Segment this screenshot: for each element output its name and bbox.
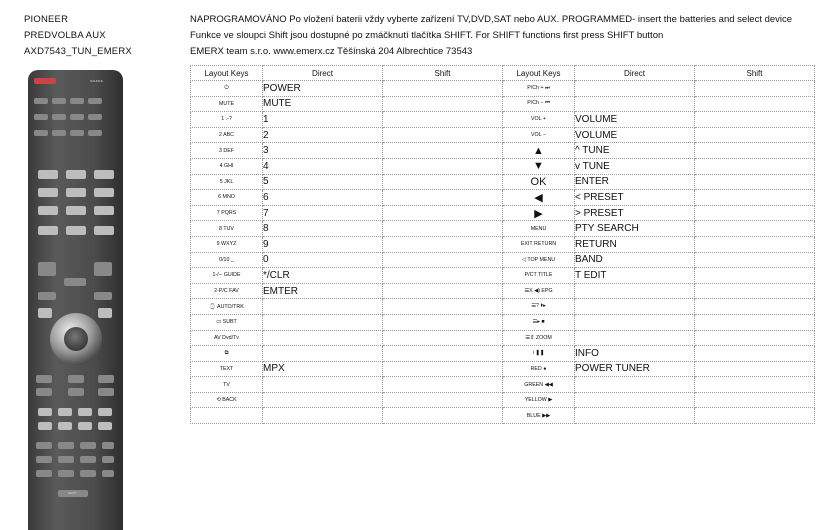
direct-cell: EMTER: [263, 283, 383, 299]
direct-cell: 7: [263, 205, 383, 221]
shift-cell: [695, 96, 815, 112]
direct-cell: [575, 283, 695, 299]
shift-cell: [383, 377, 503, 393]
direct-cell: 1: [263, 112, 383, 128]
layout-key-cell: P/Ch − ⏮: [503, 96, 575, 112]
shift-key-label: SHIFT: [68, 491, 77, 495]
direct-cell: 2: [263, 127, 383, 143]
direct-cell: 5: [263, 174, 383, 190]
layout-key-cell: 1 .-?: [191, 112, 263, 128]
layout-key-cell: TV: [191, 377, 263, 393]
shift-cell: [695, 205, 815, 221]
layout-key-cell: ▭ SUBT: [191, 314, 263, 330]
table-row: [191, 190, 815, 206]
col-layout-keys-2: Layout Keys: [503, 66, 575, 81]
layout-key-cell: 3 DEF: [191, 143, 263, 159]
layout-key-cell: ▶: [503, 205, 575, 221]
shift-cell: [383, 283, 503, 299]
direct-cell: v TUNE: [575, 158, 695, 174]
table-row: [191, 158, 815, 174]
layout-key-cell: RED ●: [503, 361, 575, 377]
layout-key-cell: 2-P/C FAV: [191, 283, 263, 299]
layout-key-cell: ▲: [503, 143, 575, 159]
table-row: [191, 268, 815, 284]
direct-cell: POWER: [263, 81, 383, 97]
table-row: [191, 236, 815, 252]
direct-cell: VOLUME: [575, 127, 695, 143]
model-label: AXD7543_TUN_EMERX: [24, 46, 132, 57]
shift-cell: [695, 236, 815, 252]
layout-key-cell: i ❚❚: [503, 346, 575, 362]
layout-key-cell: ⧉: [191, 346, 263, 362]
shift-cell: [383, 330, 503, 346]
direct-cell: [263, 346, 383, 362]
layout-key-cell: GREEN ◀◀: [503, 377, 575, 393]
direct-cell: < PRESET: [575, 190, 695, 206]
direct-cell: ENTER: [575, 174, 695, 190]
direct-cell: T EDIT: [575, 268, 695, 284]
shift-cell: [695, 408, 815, 424]
shift-cell: [695, 314, 815, 330]
power-key-icon: [34, 78, 56, 84]
shift-cell: [383, 158, 503, 174]
col-shift-2: Shift: [695, 66, 815, 81]
device-header: [24, 12, 132, 60]
layout-key-cell: BLUE ▶▶: [503, 408, 575, 424]
layout-key-cell: VOL −: [503, 127, 575, 143]
shift-cell: [383, 299, 503, 315]
layout-key-cell: ☰⇕ ZOOM: [503, 330, 575, 346]
direct-cell: [263, 330, 383, 346]
layout-key-cell: OK: [503, 174, 575, 190]
direct-cell: [575, 377, 695, 393]
col-shift: Shift: [383, 66, 503, 81]
layout-key-cell: ⟲ BACK: [191, 392, 263, 408]
direct-cell: [575, 408, 695, 424]
brand-label: PIONEER: [24, 14, 69, 25]
shift-cell: [695, 377, 815, 393]
layout-key-cell: 5 JKL: [191, 174, 263, 190]
table-row: [191, 377, 815, 393]
direct-cell: 8: [263, 221, 383, 237]
direct-cell: 6: [263, 190, 383, 206]
shift-cell: [695, 221, 815, 237]
shift-cell: [695, 252, 815, 268]
shift-cell: [383, 127, 503, 143]
direct-cell: 3: [263, 143, 383, 159]
direct-cell: */CLR: [263, 268, 383, 284]
instruction-line-3: EMERX team s.r.o. www.emerx.cz Těšínská 204 Albrechtice 73543: [190, 46, 473, 57]
layout-key-cell: 2 ABC: [191, 127, 263, 143]
layout-key-cell: YELLOW ▶: [503, 392, 575, 408]
layout-key-cell: ☰▸ ■: [503, 314, 575, 330]
shift-cell: [383, 112, 503, 128]
instruction-line-2: Funkce ve sloupci Shift jsou dostupné po zmáčknutí tlačítka SHIFT. For SHIFT functions first press SHIFT button: [190, 30, 664, 41]
direct-cell: 9: [263, 236, 383, 252]
direct-cell: INFO: [575, 346, 695, 362]
shift-cell: [383, 190, 503, 206]
direct-cell: > PRESET: [575, 205, 695, 221]
direct-cell: VOLUME: [575, 112, 695, 128]
table-row: [191, 299, 815, 315]
direct-cell: 4: [263, 158, 383, 174]
layout-key-cell: 9 WXYZ: [191, 236, 263, 252]
shift-cell: [383, 408, 503, 424]
layout-key-cell: ☰X ◀) EPG: [503, 283, 575, 299]
table-row: [191, 314, 815, 330]
shift-cell: [695, 330, 815, 346]
table-row: [191, 346, 815, 362]
shift-cell: [695, 392, 815, 408]
shift-cell: [695, 174, 815, 190]
direct-cell: [575, 299, 695, 315]
shift-cell: [695, 361, 815, 377]
direct-cell: ^ TUNE: [575, 143, 695, 159]
ok-key: [64, 327, 88, 351]
direct-cell: MUTE: [263, 96, 383, 112]
shift-cell: [695, 283, 815, 299]
shift-cell: [695, 190, 815, 206]
layout-key-cell: AV Dvd/Tv: [191, 330, 263, 346]
shift-cell: [383, 81, 503, 97]
layout-key-cell: 8 TUV: [191, 221, 263, 237]
col-direct-2: Direct: [575, 66, 695, 81]
shift-cell: [383, 143, 503, 159]
table-row: [191, 408, 815, 424]
col-direct: Direct: [263, 66, 383, 81]
layout-key-cell: ⌚ AUTO/TRK: [191, 299, 263, 315]
layout-key-cell: ◁ TOP MENU: [503, 252, 575, 268]
direct-cell: [263, 377, 383, 393]
shift-cell: [383, 361, 503, 377]
preset-label: PREDVOLBA AUX: [24, 30, 106, 41]
shift-cell: [383, 268, 503, 284]
table-row: [191, 221, 815, 237]
layout-key-cell: 4 GHI: [191, 158, 263, 174]
shift-cell: [695, 112, 815, 128]
layout-key-cell: TEXT: [191, 361, 263, 377]
direct-cell: [575, 392, 695, 408]
layout-key-cell: EXIT RETURN: [503, 236, 575, 252]
shift-cell: [383, 314, 503, 330]
direct-cell: BAND: [575, 252, 695, 268]
layout-key-cell: ▼: [503, 158, 575, 174]
table-row: [191, 174, 815, 190]
direct-cell: RETURN: [575, 236, 695, 252]
shift-cell: [383, 252, 503, 268]
table-row: [191, 143, 815, 159]
layout-key-cell: VOL +: [503, 112, 575, 128]
shift-cell: [383, 221, 503, 237]
shift-cell: [383, 96, 503, 112]
col-layout-keys: Layout Keys: [191, 66, 263, 81]
shift-cell: [695, 268, 815, 284]
shift-cell: [383, 205, 503, 221]
layout-key-cell: 1-/-- GUIDE: [191, 268, 263, 284]
shift-cell: [383, 174, 503, 190]
direct-cell: 0: [263, 252, 383, 268]
direct-cell: [575, 96, 695, 112]
direct-cell: [263, 408, 383, 424]
table-row: [191, 96, 815, 112]
layout-key-cell: 6 MNO: [191, 190, 263, 206]
table-row: [191, 392, 815, 408]
shift-cell: [383, 392, 503, 408]
instruction-line-1: NAPROGRAMOVÁNO Po vložení baterii vždy vyberte zařízení TV,DVD,SAT nebo AUX. PROGRAMMED- insert the batteries and select device: [190, 14, 793, 25]
shift-cell: [695, 143, 815, 159]
remote-control-image: [28, 70, 123, 509]
direct-cell: POWER TUNER: [575, 361, 695, 377]
table-row: [191, 252, 815, 268]
layout-key-cell: ◀: [503, 190, 575, 206]
table-row: [191, 330, 815, 346]
direct-cell: [263, 392, 383, 408]
layout-key-cell: P/CT TITLE: [503, 268, 575, 284]
table-row: [191, 205, 815, 221]
layout-key-cell: [191, 408, 263, 424]
layout-key-cell: ☰? ⏵▸: [503, 299, 575, 315]
source-key-label: SOURCE: [90, 79, 103, 83]
shift-cell: [695, 299, 815, 315]
shift-cell: [695, 81, 815, 97]
shift-cell: [695, 127, 815, 143]
shift-cell: [695, 158, 815, 174]
direct-cell: [575, 314, 695, 330]
direct-cell: [575, 330, 695, 346]
instructions: [190, 12, 792, 60]
layout-key-cell: 7 PQRS: [191, 205, 263, 221]
key-mapping-table: [190, 65, 815, 424]
direct-cell: [263, 314, 383, 330]
direct-cell: PTY SEARCH: [575, 221, 695, 237]
shift-cell: [383, 236, 503, 252]
layout-key-cell: MENU: [503, 221, 575, 237]
table-row: [191, 127, 815, 143]
table-header-row: [191, 66, 815, 81]
table-row: [191, 112, 815, 128]
layout-key-cell: MUTE: [191, 96, 263, 112]
shift-cell: [383, 346, 503, 362]
layout-key-cell: P/Ch + ⏭: [503, 81, 575, 97]
table-row: [191, 361, 815, 377]
layout-key-cell: ⏻: [191, 81, 263, 97]
shift-cell: [695, 346, 815, 362]
table-row: [191, 81, 815, 97]
table-row: [191, 283, 815, 299]
direct-cell: [575, 81, 695, 97]
direct-cell: [263, 299, 383, 315]
direct-cell: MPX: [263, 361, 383, 377]
layout-key-cell: 0/10 _: [191, 252, 263, 268]
